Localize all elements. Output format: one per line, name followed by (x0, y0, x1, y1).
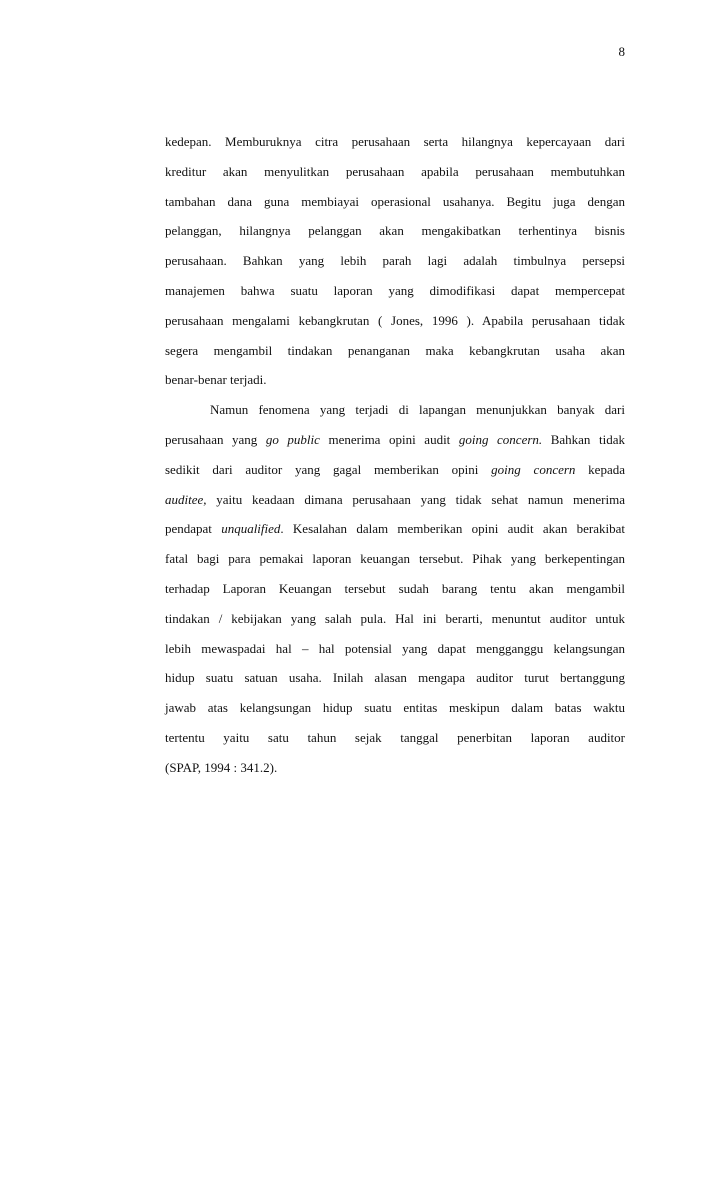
paragraph (165, 401, 625, 788)
text-line (165, 729, 625, 759)
text-line (165, 252, 625, 282)
italic-text: go public (265, 431, 320, 447)
text-segment: manajemen bahwa suatu laporan yang dimodifikasi dapat mempercepat (165, 282, 625, 298)
page-number: 8 (618, 44, 625, 59)
text-segment: (SPAP, 1994 : 341.2). (165, 759, 278, 775)
italic-text: auditee, (165, 491, 207, 507)
text-line (165, 342, 625, 372)
text-line (165, 401, 625, 431)
text-segment: tindakan / kebijakan yang salah pula. Hal ini berarti, menuntut auditor untuk (165, 610, 625, 626)
text-segment: kreditur akan menyulitkan perusahaan apabila perusahaan membutuhkan (165, 163, 625, 179)
text-line (165, 491, 625, 521)
text-segment: Bahkan tidak (542, 431, 625, 447)
text-line (165, 461, 625, 491)
text-segment: perusahaan. Bahkan yang lebih parah lagi adalah timbulnya persepsi (165, 253, 625, 269)
text-segment: kedepan. Memburuknya citra perusahaan serta hilangnya kepercayaan dari (165, 134, 625, 149)
text-segment: fatal bagi para pemakai laporan keuangan tersebut. Pihak yang berkepentingan (165, 551, 625, 567)
text-line (165, 371, 625, 401)
text-line (165, 550, 625, 580)
text-segment: pendapat (165, 521, 222, 537)
text-segment: menerima opini audit (319, 431, 459, 447)
text-line (165, 133, 625, 163)
text-line (165, 282, 625, 312)
text-segment: jawab atas kelangsungan hidup suatu entitas meskipun dalam batas waktu (165, 700, 625, 716)
text-line (165, 312, 625, 342)
text-segment: benar-benar terjadi. (165, 372, 267, 388)
text-line (165, 520, 625, 550)
text-segment: yaitu keadaan dimana perusahaan yang tidak sehat namun menerima (206, 491, 625, 507)
text-line (165, 193, 625, 223)
text-line (165, 699, 625, 729)
text-segment: terhadap Laporan Keuangan tersebut sudah barang tentu akan mengambil (165, 580, 625, 596)
body-text (165, 133, 625, 789)
text-line (165, 669, 625, 699)
italic-text: going concern. (458, 431, 543, 447)
italic-text: going concern (491, 461, 576, 477)
text-segment: perusahaan mengalami kebangkrutan ( Jones, 1996 ). Apabila perusahaan tidak (165, 312, 625, 328)
text-line (165, 640, 625, 670)
text-segment: tertentu yaitu satu tahun sejak tanggal penerbitan laporan auditor (165, 729, 625, 745)
text-line (165, 163, 625, 193)
text-segment: hidup suatu satuan usaha. Inilah alasan mengapa auditor turut bertanggung (165, 670, 625, 686)
text-segment: segera mengambil tindakan penanganan maka kebangkrutan usaha akan (165, 342, 625, 358)
text-segment: tambahan dana guna membiayai operasional usahanya. Begitu juga dengan (165, 193, 625, 209)
text-segment: kepada (575, 461, 625, 477)
text-segment: perusahaan yang (165, 431, 266, 447)
text-segment: . Kesalahan dalam memberikan opini audit akan berakibat (280, 521, 625, 537)
text-segment: lebih mewaspadai hal – hal potensial yang dapat mengganggu kelangsungan (165, 640, 625, 656)
paragraph (165, 133, 625, 401)
text-line (165, 759, 625, 789)
text-segment: sedikit dari auditor yang gagal memberikan opini (165, 461, 492, 477)
text-segment: pelanggan, hilangnya pelanggan akan mengakibatkan terhentinya bisnis (165, 223, 625, 239)
text-segment: Namun fenomena yang terjadi di lapangan menunjukkan banyak dari (210, 402, 625, 418)
italic-text: unqualified (221, 521, 281, 537)
text-line (165, 222, 625, 252)
text-line (165, 431, 625, 461)
text-line (165, 580, 625, 610)
text-line (165, 610, 625, 640)
